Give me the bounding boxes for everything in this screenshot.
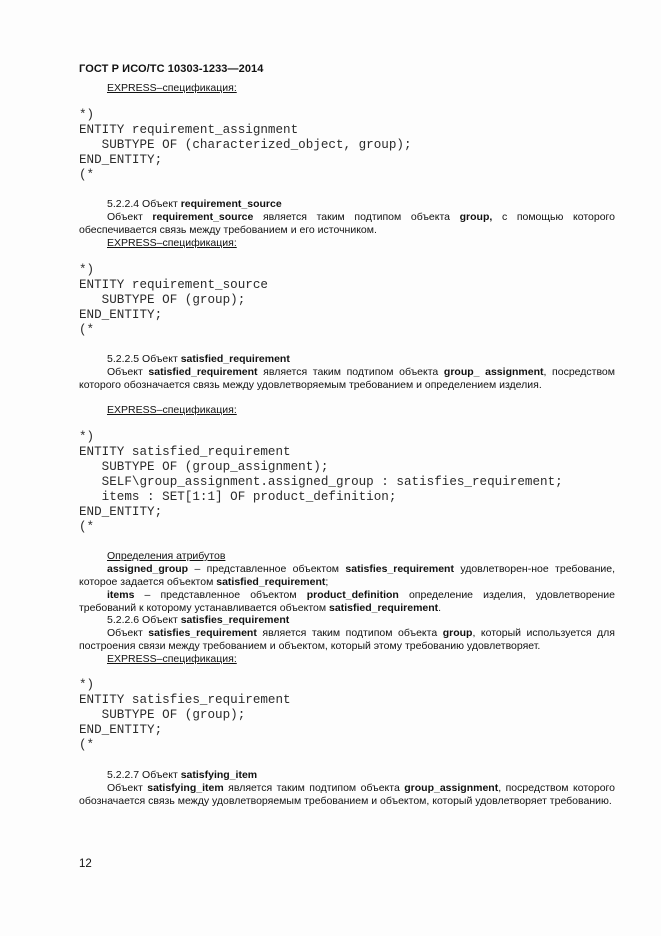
express-spec-label: EXPRESS–спецификация:	[107, 653, 237, 665]
paragraph-5224: Объект requirement_source является таким подтипом объекта group, с помощью которого обеспечивается связь между требованием и его источником.	[79, 211, 615, 237]
attribute-assigned-group: assigned_group – представленное объектом satisfies_requirement удовлетворен-ное требование, которое задается объектом satisfied_requirement;	[79, 563, 616, 589]
code-line: END_ENTITY;	[79, 308, 163, 322]
attributes-title: Определения атрибутов	[107, 550, 226, 562]
section-heading-5226: 5.2.2.6 Объект satisfies_requirement	[107, 614, 290, 626]
code-line: *)	[79, 108, 95, 122]
code-line: (*	[79, 738, 95, 752]
page-number: 12	[79, 858, 92, 870]
code-line: SELF\group_assignment.assigned_group : satisfies_requirement;	[79, 475, 563, 489]
code-line: ENTITY satisfied_requirement	[79, 445, 291, 459]
code-line: SUBTYPE OF (group);	[79, 293, 246, 307]
code-line: SUBTYPE OF (group_assignment);	[79, 460, 329, 474]
code-line: END_ENTITY;	[79, 153, 163, 167]
code-line: *)	[79, 263, 95, 277]
express-spec-label: EXPRESS–спецификация:	[107, 82, 237, 94]
code-line: *)	[79, 430, 95, 444]
code-line: END_ENTITY;	[79, 505, 163, 519]
express-spec-label: EXPRESS–спецификация:	[107, 237, 237, 249]
code-line: items : SET[1:1] OF product_definition;	[79, 490, 397, 504]
code-line: ENTITY requirement_assignment	[79, 123, 299, 137]
code-line: SUBTYPE OF (characterized_object, group);	[79, 138, 412, 152]
code-line: END_ENTITY;	[79, 723, 163, 737]
code-line: (*	[79, 168, 95, 182]
paragraph-5226: Объект satisfies_requirement является таким подтипом объекта group, который используется для построения связи между требованием и объектом, который этому требованию удовлетворяет.	[79, 627, 615, 653]
paragraph-5227: Объект satisfying_item является таким подтипом объекта group_assignment, посредством которого обозначается связь между удовлетворяемым требованием и объектом, который удовлетворяет требованию.	[79, 782, 615, 808]
section-heading-5225: 5.2.2.5 Объект satisfied_requirement	[107, 353, 290, 365]
document-header: ГОСТ Р ИСО/ТС 10303-1233—2014	[79, 63, 264, 75]
attribute-items: items – представленное объектом product_definition определение изделия, удовлетворение требований к которому устанавливается объектом satisfied_requirement.	[79, 589, 616, 615]
code-line: (*	[79, 520, 95, 534]
section-heading-5227: 5.2.2.7 Объект satisfying_item	[107, 769, 258, 781]
code-line: SUBTYPE OF (group);	[79, 708, 246, 722]
code-line: ENTITY requirement_source	[79, 278, 268, 292]
code-line: ENTITY satisfies_requirement	[79, 693, 291, 707]
express-spec-label: EXPRESS–спецификация:	[107, 404, 237, 416]
code-line: (*	[79, 323, 95, 337]
code-line: *)	[79, 678, 95, 692]
section-heading-5224: 5.2.2.4 Объект requirement_source	[107, 198, 282, 210]
paragraph-5225: Объект satisfied_requirement является таким подтипом объекта group_ assignment, посредством которого обозначается связь между удовлетворяемым требованием и определением изделия.	[79, 366, 615, 392]
